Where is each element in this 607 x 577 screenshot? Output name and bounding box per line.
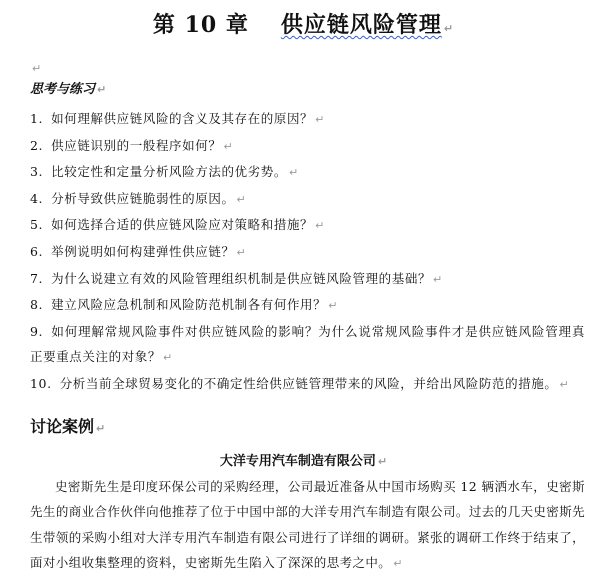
paragraph-mark-icon: ↵ <box>223 139 234 153</box>
list-item: 4. 分析导致供应链脆弱性的原因。 ↵ <box>30 190 247 206</box>
paragraph-mark-icon: ↵ <box>328 299 339 313</box>
paragraph-mark-icon: ↵ <box>433 272 443 286</box>
list-item: 3. 比较定性和定量分析风险方法的优劣势。 ↵ <box>30 164 299 180</box>
chapter-title <box>0 8 607 39</box>
discussion-heading: 讨论案例 ↵ <box>30 417 106 436</box>
case-title: 大洋专用汽车制造有限公司 ↵ <box>219 454 388 469</box>
list-item: 1. 如何理解供应链风险的含义及其存在的原因？ ↵ <box>30 111 325 126</box>
empty-paragraph <box>30 57 41 76</box>
paragraph-mark-icon: ↵ <box>288 166 299 180</box>
list-item: 6. 举例说明如何构建弹性供应链？ ↵ <box>30 243 247 259</box>
exercises-heading: 思考与练习 ↵ <box>30 82 107 97</box>
paragraph-mark-icon: ↵ <box>96 422 106 435</box>
question-list <box>30 106 585 398</box>
paragraph-mark-icon: ↵ <box>163 351 173 365</box>
paragraph-mark-icon: ↵ <box>559 377 570 391</box>
list-item: 8. 建立风险应急机制和风险防范机制各有何作用？ ↵ <box>30 297 339 313</box>
paragraph-mark-icon: ↵ <box>236 192 247 206</box>
paragraph-mark-icon: ↵ <box>315 113 325 126</box>
case-paragraph: 史密斯先生是印度环保公司的采购经理，公司最近准备从中国市场购买 12 辆洒水车，史密斯先生的商业合作伙伴向他推荐了位于中国中部的大洋专用汽车制造有限公司。过去的几天史密斯先生带领的采购小组对大洋专用汽车制造有限公司进行了详细的调研。紧张的调研工作终于结束了，面对小组收集整理的资料，史密斯先生陷入了深深的思考之中。 ↵ <box>30 479 585 571</box>
paragraph-mark-icon: ↵ <box>236 245 247 259</box>
list-item: 7. 为什么说建立有效的风险管理组织机制是供应链风险管理的基础？ ↵ <box>30 270 443 286</box>
paragraph-mark-icon: ↵ <box>97 83 107 96</box>
chapter-name: 供应链风险管理 <box>280 12 442 38</box>
paragraph-mark-icon: ↵ <box>315 219 325 233</box>
paragraph-mark-icon: ↵ <box>32 62 42 75</box>
list-item: 9. 如何理解常规风险事件对供应链风险的影响？为什么说常规风险事件才是供应链风险管理真正要重点关注的对象？ ↵ <box>30 323 585 365</box>
list-item: 10. 分析当前全球贸易变化的不确定性给供应链管理带来的风险，并给出风险防范的措施。 ↵ <box>30 375 570 391</box>
paragraph-mark-icon: ↵ <box>377 455 388 468</box>
list-item: 2. 供应链识别的一般程序如何？ ↵ <box>30 137 234 153</box>
chapter-number: 第 10 章 <box>152 12 249 38</box>
paragraph-mark-icon: ↵ <box>443 22 455 35</box>
paragraph-mark-icon: ↵ <box>393 557 403 571</box>
list-item: 5. 如何选择合适的供应链风险应对策略和措施？ ↵ <box>30 217 325 233</box>
